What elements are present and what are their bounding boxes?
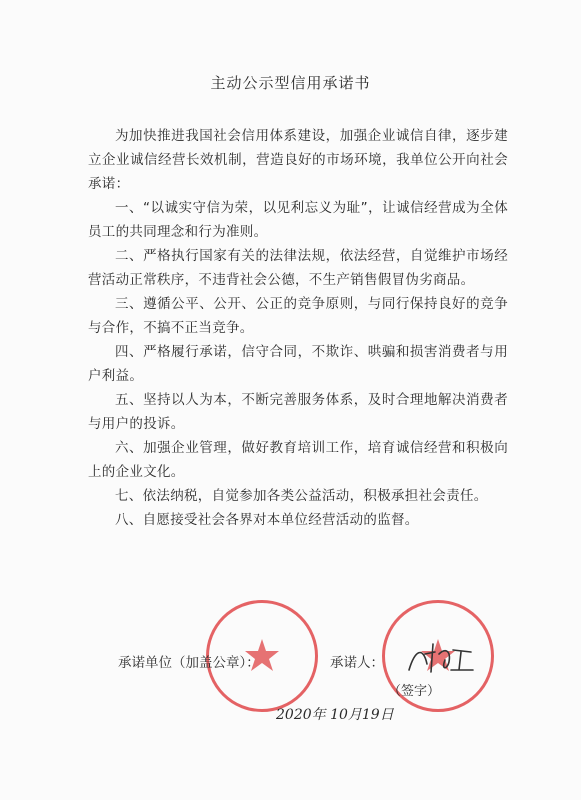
paragraph-2: 二、严格执行国家有关的法律法规，依法经营，自觉维护市场经营活动正常秩序，不违背社会公德，不生产销售假冒伪劣商品。 <box>88 248 508 288</box>
person-label: 承诺人： <box>330 655 384 671</box>
paragraph-5: 五、坚持以人为本，不断完善服务体系，及时合理地解决消费者与用户的投诉。 <box>88 392 508 432</box>
document-body <box>88 124 508 532</box>
paragraph-intro: 为加快推进我国社会信用体系建设，加强企业诚信自律，逐步建立企业诚信经营长效机制，营造良好的市场环境，我单位公开向社会承诺： <box>88 128 508 192</box>
signature-note: （签字） <box>388 684 441 699</box>
unit-label: 承诺单位（加盖公章）： <box>118 655 260 671</box>
paragraph-8: 八、自愿接受社会各界对本单位经营活动的监督。 <box>115 512 419 528</box>
paragraph-4: 四、严格履行承诺，信守合同，不欺诈、哄骗和损害消费者与用户利益。 <box>88 344 508 384</box>
paragraph-7: 七、依法纳税，自觉参加各类公益活动，积极承担社会责任。 <box>115 488 488 504</box>
paragraph-3: 三、遵循公平、公开、公正的竞争原则，与同行保持良好的竞争与合作，不搞不正当竞争。 <box>88 296 508 336</box>
sign-date: 2020年 10月19日 <box>276 707 394 723</box>
paragraph-1: 一、“以诚实守信为荣，以见利忘义为耻”，让诚信经营成为全体员工的共同理念和行为准则。 <box>88 200 508 240</box>
paragraph-6: 六、加强企业管理，做好教育培训工作，培育诚信经营和积极向上的企业文化。 <box>88 440 508 480</box>
document-title: 主动公示型信用承诺书 <box>210 74 371 92</box>
handwritten-signature <box>405 640 475 676</box>
